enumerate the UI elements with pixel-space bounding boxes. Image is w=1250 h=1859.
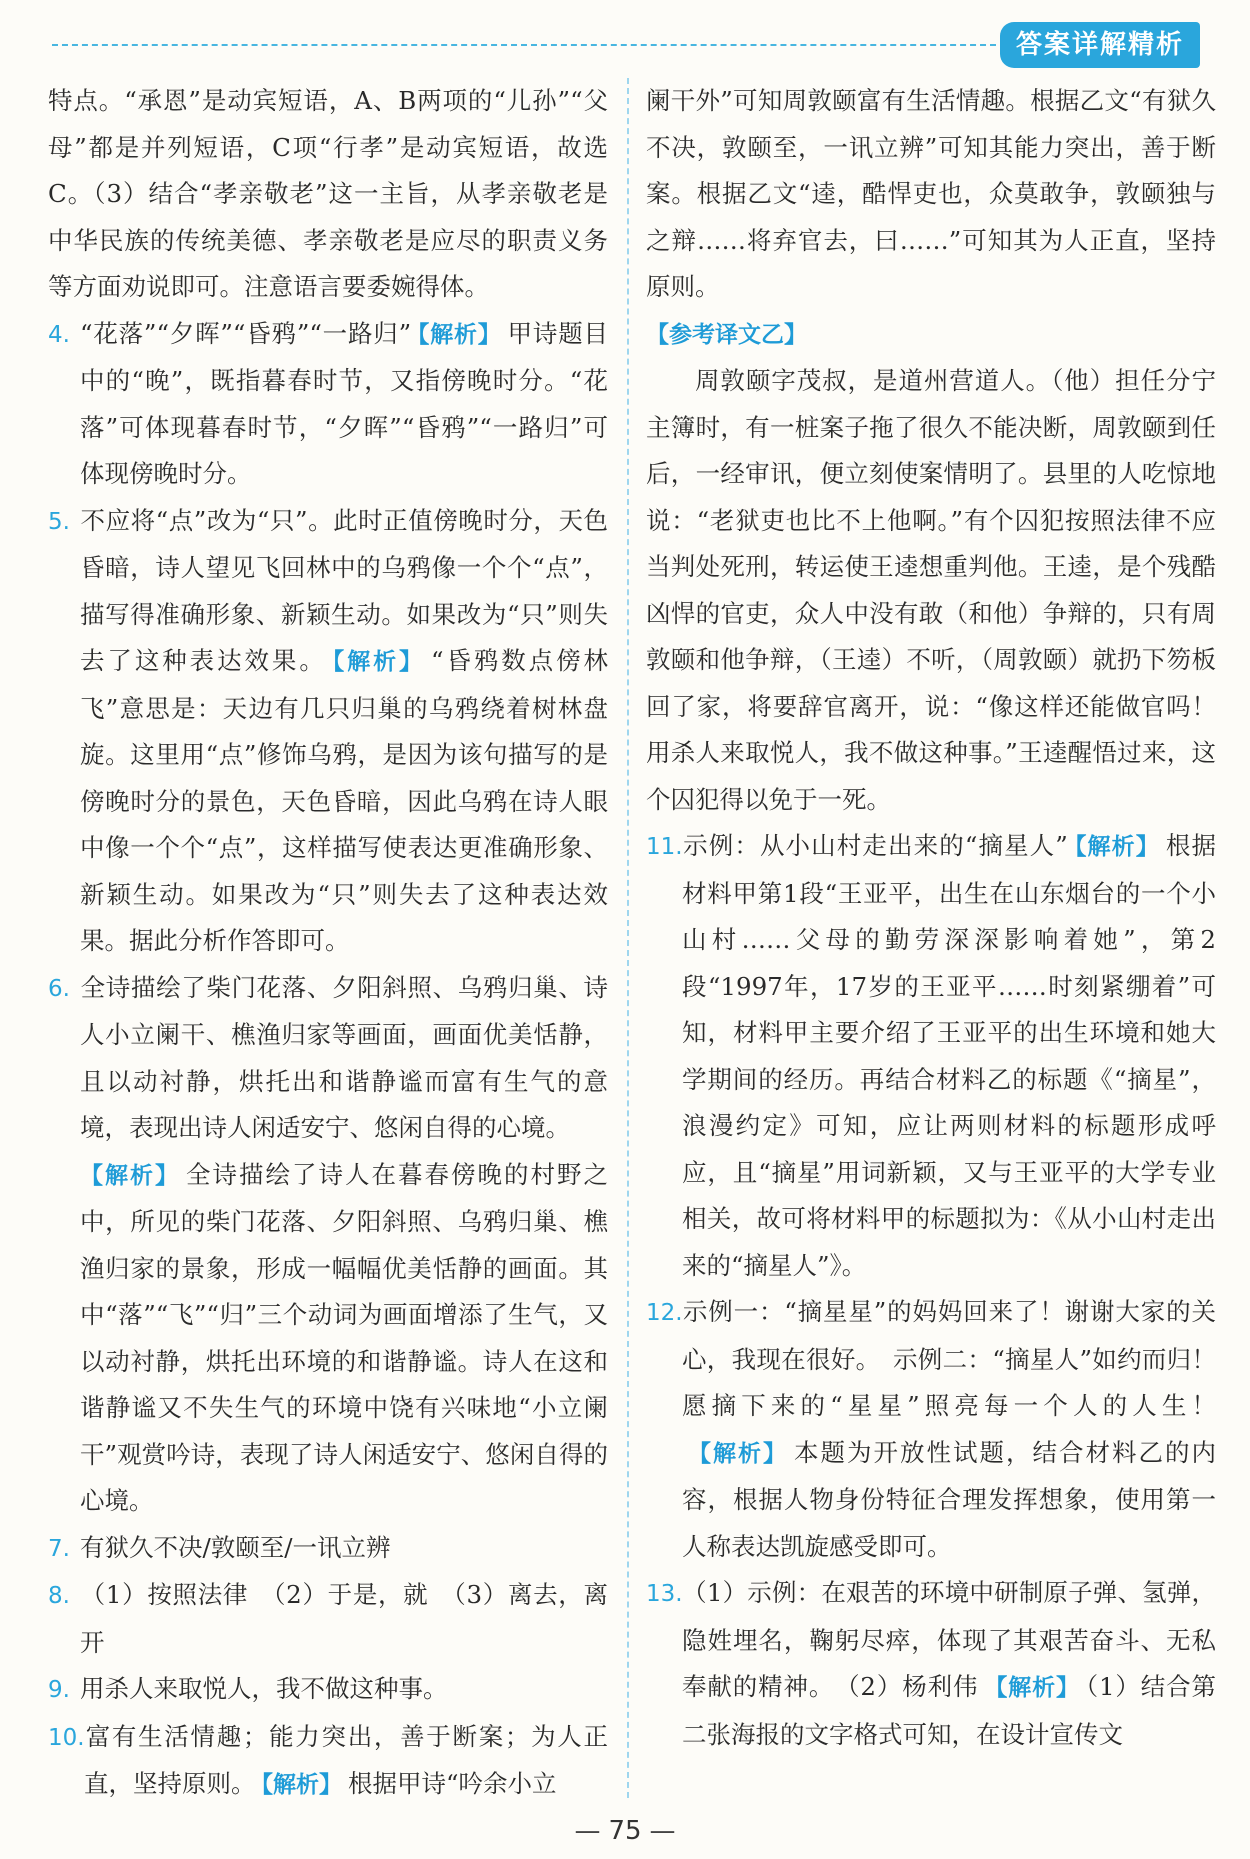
item-number: 8. (48, 1583, 70, 1609)
answer-item-4 (48, 311, 608, 498)
answer-item-5 (48, 498, 608, 965)
analysis-text: 根据材料甲第1段“王亚平，出生在山东烟台的一个小山村……父母的勤劳深深影响着她”，第2段“1997年，17岁的王亚平……时刻紧绷着”可知，材料甲主要介绍了王亚平的出生环境和她大学期间的经历。再结合材料乙的标题《“摘星”，浪漫约定》可知，应让两则材料的标题形成呼应，且“摘星”用词新颖，又与王亚平的大学专业相关，故可将材料甲的标题拟为：《从小山村走出来的“摘星人”》。 (682, 831, 1217, 1280)
analysis-tag: 【解析】 (261, 1772, 342, 1798)
answer-item-7 (48, 1525, 608, 1573)
column-divider (627, 78, 629, 1798)
answer-item-13 (646, 1570, 1216, 1758)
left-column (48, 78, 608, 1809)
item-number: 6. (48, 975, 70, 1002)
answer-item-9 (48, 1666, 608, 1714)
item-number: 12. (646, 1300, 683, 1326)
item-number: 11. (646, 834, 683, 860)
answer-text: （1）按照法律 （2）于是，就 （3）离去，离开 (80, 1580, 608, 1657)
translation-text: 周敦颐字茂叔，是道州营道人。（他）担任分宁主簿时，有一桩案子拖了很久不能决断，周敦颐到任后，一经审讯，便立刻使案情明了。县里的人吃惊地说：“老狱吏也比不上他啊。”有个囚犯按照法律不应当判处死刑，转运使王逵想重判他。王逵，是个残酷凶悍的官吏，众人中没有敢（和他）争辩的，只有周敦颐和他争辩，（王逵）不听，（周敦颐）就扔下笏板回了家，将要辞官离开，说：“像这样还能做官吗！用杀人来取悦人，我不做这种事。”王逵醒悟过来，这个囚犯得以免于一死。 (646, 366, 1216, 814)
analysis-tag: 【解析】 (80, 1162, 180, 1189)
answer-item-6 (48, 965, 608, 1152)
analysis-text: “昏鸦数点傍林飞”意思是：天边有几只归巢的乌鸦绕着树林盘旋。这里用“点”修饰乌鸦，是因为该句描写的是傍晚时分的景色，天色昏暗，因此乌鸦在诗人眼中像一个个“点”，这样描写使表达更准确形象、新颖生动。如果改为“只”则失去了这种表达效果。据此分析作答即可。 (80, 646, 609, 955)
analysis-text: 全诗描绘了诗人在暮春傍晚的村野之中，所见的柴门花落、夕阳斜照、乌鸦归巢、樵渔归家的景象，形成一幅幅优美恬静的画面。其中“落”“飞”“归”三个动词为画面增添了生气，又以动衬静，烘托出环境的和谐静谧。诗人在这和谐静谧又不失生气的环境中饶有兴味地“小立阑干”观赏吟诗，表现了诗人闲适安宁、悠闲自得的心境。 (80, 1159, 608, 1515)
analysis-text: （1）结合第二张海报的文字格式可知，在设计宣传文 (682, 1672, 1216, 1749)
analysis-tag: 【解析】 (332, 649, 425, 675)
answer-text: 富有生活情趣；能力突出，善于断案；为人正直，坚持原则。 (84, 1721, 608, 1798)
analysis-text: 根据甲诗“吟余小立 (348, 1769, 557, 1798)
answer-text: 不应将“点”改为“只”。此时正值傍晚时分，天色昏暗，诗人望见飞回林中的乌鸦像一个个“点”，描写得准确形象、新颖生动。如果改为“只”则失去了这种表达效果。 (80, 505, 608, 675)
reference-tag: 【参考译文乙】 (646, 321, 807, 348)
answer-item-11 (646, 823, 1216, 1289)
answer-text: 全诗描绘了柴门花落、夕阳斜照、乌鸦归巢、诗人小立阑干、樵渔归家等画面，画面优美恬静，且以动衬静，烘托出和谐静谧而富有生气的意境，表现出诗人闲适安宁、悠闲自得的心境。 (80, 972, 608, 1142)
answer-text: 有狱久不决/敦颐至/一讯立辨 (80, 1532, 391, 1562)
right-column (646, 78, 1216, 1758)
item-number: 13. (646, 1581, 683, 1607)
answer-item-8 (48, 1572, 608, 1666)
reference-translation-heading (646, 311, 1216, 359)
analysis-text: 甲诗题目中的“晚”，既指暮春时节，又指傍晚时分。“花落”可体现暮春时节，“夕晖”“昏鸦”“一路归”可体现傍晚时分。 (80, 318, 609, 488)
analysis-tag: 【解析】 (688, 1440, 788, 1467)
answer-text: 示例一：“摘星星”的妈妈回来了！谢谢大家的关心，我现在很好。 示例二：“摘星人”如约而归！愿摘下来的“星星”照亮每一个人的人生！ (682, 1297, 1216, 1420)
continuation-text: 特点。“承恩”是动宾短语，A、B两项的“儿孙”“父母”都是并列短语，C项“行孝”是动宾短语，故选C。（3）结合“孝亲敬老”这一主旨，从孝亲敬老是中华民族的传统美德、孝亲敬老是应尽的职责义务等方面劝说即可。注意语言要委婉得体。 (48, 86, 608, 301)
analysis-paragraph-6 (48, 1152, 608, 1525)
analysis-text: 本题为开放性试题，结合材料乙的内容，根据人物身份特征合理发挥想象，使用第一人称表达凯旋感受即可。 (682, 1437, 1216, 1561)
answer-text: （1）示例：在艰苦的环境中研制原子弹、氢弹，隐姓埋名，鞠躬尽瘁，体现了其艰苦奋斗、无私奉献的精神。 （2）杨利伟 (682, 1578, 1216, 1701)
answer-text: 用杀人来取悦人，我不做这种事。 (80, 1674, 448, 1703)
analysis-tag: 【解析】 (1073, 834, 1160, 860)
answer-text: “花落”“夕晖”“昏鸦”“一路归” (80, 318, 412, 348)
header-tab: 答案详解精析 (1000, 22, 1200, 68)
page-number-text: — 75 — (566, 1816, 683, 1846)
analysis-tag: 【解析】 (417, 321, 502, 348)
item-number: 5. (48, 508, 70, 535)
analysis-tag: 【解析】 (984, 1675, 1080, 1701)
continuation-text: 阑干外”可知周敦颐富有生活情趣。根据乙文“有狱久不决，敦颐至，一讯立辨”可知其能力突出，善于断案。根据乙文“逵，酷悍吏也，众莫敢争，敦颐独与之辩……将弃官去，曰……”可知其为人正直，坚持原则。 (646, 86, 1216, 301)
header-rule (52, 44, 996, 46)
page-number (0, 1816, 1250, 1846)
answer-item-12 (646, 1289, 1216, 1570)
answer-item-10 (48, 1714, 608, 1809)
answer-text: 示例：从小山村走出来的“摘星人” (682, 831, 1068, 860)
item-number: 9. (48, 1677, 70, 1703)
item-number: 7. (48, 1535, 70, 1562)
item-number: 4. (48, 321, 70, 348)
item-number: 10. (48, 1724, 85, 1751)
